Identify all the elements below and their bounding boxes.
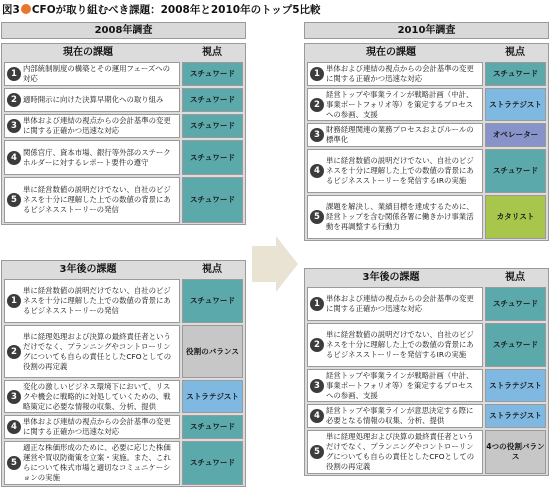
issue-row [4, 380, 243, 413]
issue-row [307, 149, 546, 193]
issue-text: 単体および連結の視点からの会計基準の変更に関する正確かつ迅速な対応 [326, 294, 474, 313]
issue-row [4, 114, 243, 138]
rank-badge: 1 [310, 67, 324, 81]
issue-text: 関係官庁、資本市場、銀行等外部のステークホルダーに対するレポート要件の遵守 [23, 147, 171, 167]
issue-cell [307, 369, 483, 402]
year-heading-2010: 2010年調査 [304, 22, 549, 39]
panel-header [2, 261, 245, 279]
issue-text: 経営トップや事業ラインが意思決定する際に必要となる情報の収集、分析、提供 [326, 406, 474, 425]
issue-row [307, 430, 546, 474]
issue-row [307, 287, 546, 321]
view-heading: 視点 [202, 47, 222, 58]
issue-cell [307, 430, 483, 474]
panel-header [2, 44, 245, 62]
issue-row [307, 88, 546, 121]
issue-cell [307, 149, 483, 193]
issue-row [307, 195, 546, 239]
rank-badge: 2 [310, 338, 324, 352]
issue-text: 単体および連結の視点からの会計基準の変更に関する正確かつ迅速な対応 [326, 64, 474, 83]
viewpoint-cell: スチュワード [182, 441, 243, 485]
issue-cell [4, 380, 180, 413]
issue-cell [4, 441, 180, 485]
view-heading: 視点 [202, 264, 222, 275]
panel-2008-current [1, 43, 246, 225]
issue-text: 経営トップや事業ラインが戦略計画（中計、事業ポートフォリオ等）を策定するプロセスへの参画、支援 [326, 89, 474, 119]
viewpoint-cell: スチュワード [182, 62, 243, 86]
issue-cell [4, 325, 180, 378]
column-2010 [304, 22, 549, 471]
orange-dot-icon [21, 4, 31, 14]
rank-badge: 3 [7, 119, 21, 133]
panel-heading: 3年後の課題 [362, 272, 420, 283]
rank-badge: 5 [7, 456, 21, 470]
view-heading: 視点 [505, 272, 525, 283]
issue-text: 変化の激しいビジネス環境下において、リスクや機会に戦略的に対処していくための、戦略策定に必要な情報の収集、分析、提供 [23, 381, 171, 411]
issue-text: 単に経理処理および決算の最終責任者というだけでなく、プランニングやコントローリングについても自らの責任としたCFOとしての役割の再定義 [23, 331, 172, 371]
viewpoint-cell: 4つの役割バランス [485, 430, 546, 474]
panel-heading: 3年後の課題 [59, 264, 117, 275]
viewpoint-cell: スチュワード [485, 62, 546, 86]
issue-cell [4, 279, 180, 323]
rank-badge: 5 [7, 193, 21, 207]
viewpoint-cell: スチュワード [485, 287, 546, 321]
rank-badge: 1 [310, 297, 324, 311]
viewpoint-cell: スチュワード [182, 140, 243, 175]
issue-row [307, 404, 546, 428]
issue-cell [307, 88, 483, 121]
issue-row [4, 62, 243, 86]
issue-cell [307, 62, 483, 86]
issue-row [4, 279, 243, 323]
issue-text: 単に経営数値の説明だけでない、自社のビジネスを十分に理解した上での数値の背景にあるビジネスストーリーの発信 [23, 286, 171, 315]
rank-badge: 4 [7, 151, 21, 165]
issue-cell [4, 140, 180, 175]
issue-row [4, 140, 243, 175]
issue-cell [4, 177, 180, 223]
issue-text: 単に経理処理および決算の最終責任者というだけでなく、プランニングやコントローリングについても自らの責任としたCFOとしての役割の再定義 [326, 432, 475, 471]
issue-text: 単に経営数値の説明だけでない、自社のビジネスを十分に理解した上での数値の背景にあるビジネスストーリーの発信 [23, 185, 171, 214]
issue-row [307, 323, 546, 367]
issue-cell [4, 114, 180, 138]
rank-badge: 4 [310, 409, 324, 423]
year-heading-2008: 2008年調査 [1, 22, 246, 39]
rank-badge: 4 [7, 420, 21, 434]
issue-cell [4, 415, 180, 439]
viewpoint-cell: スチュワード [182, 114, 243, 138]
issue-text: 課題を解決し、業績目標を達成するために、経営トップを含む関係各署に働きかけ事業活動を再調整する行動力 [326, 202, 474, 231]
issue-text: 適正な株価形成のために、必要に応じた株価運営や買収防衛策を立案・実施。また、これらについて株式市場と適切なコミュニケーションの実施 [23, 443, 171, 482]
issue-row [307, 123, 546, 147]
viewpoint-cell: スチュワード [182, 415, 243, 439]
rank-badge: 5 [310, 210, 324, 224]
figure-prefix: 図3 [2, 4, 20, 16]
issue-text: 適時開示に向けた決算早期化への取り組み [23, 95, 164, 104]
panel-2010-current [304, 43, 549, 241]
rank-badge: 1 [7, 67, 21, 81]
rank-badge: 3 [7, 390, 21, 404]
panel-2010-future [304, 268, 549, 476]
issue-row [4, 325, 243, 378]
viewpoint-cell: 役割のバランス [182, 325, 243, 378]
view-heading: 視点 [505, 47, 525, 58]
panel-header [305, 269, 548, 287]
issue-cell [307, 123, 483, 147]
issue-cell [307, 287, 483, 321]
rank-badge: 1 [7, 294, 21, 308]
viewpoint-cell: スチュワード [182, 177, 243, 223]
viewpoint-cell: カタリスト [485, 195, 546, 239]
rank-badge: 4 [310, 164, 324, 178]
issue-cell [307, 323, 483, 367]
figure-title-text: CFOが取り組むべき課題：2008年と2010年のトップ5比較 [31, 4, 321, 16]
rank-badge: 3 [310, 379, 324, 393]
issue-row [4, 177, 243, 223]
column-2008 [1, 22, 246, 482]
panel-heading: 現在の課題 [63, 47, 113, 58]
viewpoint-cell: スチュワード [182, 88, 243, 112]
issue-text: 財務経理関連の業務プロセスおよびルールの標準化 [326, 125, 474, 144]
panel-header [305, 44, 548, 62]
panel-heading: 現在の課題 [366, 47, 416, 58]
issue-row [4, 441, 243, 485]
viewpoint-cell: スチュワード [485, 323, 546, 367]
issue-row [307, 62, 546, 86]
panel-2008-future [1, 260, 246, 487]
issue-text: 単に経営数値の説明だけでない、自社のビジネスを十分に理解した上での数値の背景にあるビジネスストーリーを発信するIRの実施 [326, 156, 474, 185]
viewpoint-cell: ストラテジスト [485, 88, 546, 121]
issue-text: 単体および連結の視点からの会計基準の変更に関する正確かつ迅速な対応 [23, 417, 171, 436]
issue-row [4, 415, 243, 439]
issue-cell [4, 88, 180, 112]
issue-text: 単に経営数値の説明だけでない、自社のビジネスを十分に理解した上での数値の背景にあるビジネスストーリーを発信するIRの実施 [326, 330, 474, 359]
viewpoint-cell: スチュワード [182, 279, 243, 323]
issue-cell [307, 195, 483, 239]
rank-badge: 2 [7, 345, 21, 359]
viewpoint-cell: ストラテジスト [182, 380, 243, 413]
rank-badge: 3 [310, 128, 324, 142]
viewpoint-cell: ストラテジスト [485, 404, 546, 428]
issue-text: 経営トップや事業ラインが戦略計画（中計、事業ポートフォリオ等）を策定するプロセスへの参画、支援 [326, 370, 474, 400]
figure-title [2, 0, 321, 20]
rank-badge: 5 [310, 445, 324, 459]
viewpoint-cell: ストラテジスト [485, 369, 546, 402]
arrow-right-icon [252, 236, 298, 292]
issue-row [4, 88, 243, 112]
viewpoint-cell: スチュワード [485, 149, 546, 193]
issue-row [307, 369, 546, 402]
rank-badge: 2 [310, 98, 324, 112]
issue-text: 単体および連結の視点からの会計基準の変更に関する正確かつ迅速な対応 [23, 116, 171, 135]
issue-cell [307, 404, 483, 428]
issue-cell [4, 62, 180, 86]
viewpoint-cell: オペレーター [485, 123, 546, 147]
rank-badge: 2 [7, 93, 21, 107]
issue-text: 内部統制制度の構築とその運用フェーズへの対応 [23, 64, 171, 83]
